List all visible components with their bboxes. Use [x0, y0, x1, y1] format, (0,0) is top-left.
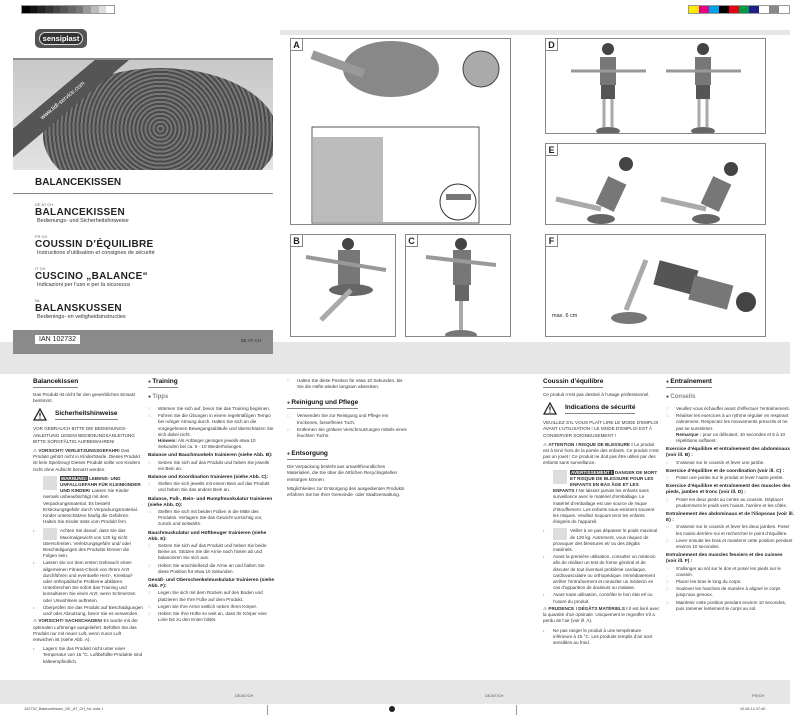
list-item: • Achten Sie darauf, dass Sie das Maximalgewicht von 120 kg nicht überschreiten. Verletzungsgefahr und/ oder Beschädigungen des Produkts können die Folgen sein. [33, 528, 143, 559]
ian-bar [13, 330, 273, 354]
top-band [280, 30, 790, 35]
color-bar [688, 5, 790, 14]
warning-icon: ⚠ [543, 441, 549, 447]
page-label-left: DE/AT/CH [235, 693, 254, 698]
language-block-fr: FR CH COUSSIN D’ÉQUILIBRE Instructions d’utilisation et consignes de sécurité [35, 234, 155, 256]
list-item: □ Réaliser les exercices à un rythme régulier en respirant calmement. Respectez les mouvements prescrits et ne pas se surestimer. Remarque : pour un débutant, 10 secondes et 5 à 10 répétitions suffisent. [666, 413, 794, 444]
list-item: □ Halten Sie diese Position für etwa 10 Sekunden, bis Sie die Hüfte wieder langsam absenken. [287, 378, 409, 390]
service-ribbon: www.lidl-service.com [13, 58, 139, 167]
list-item: □ Wärmen Sie sich auf, bevor Sie das Training beginnen. [148, 406, 276, 412]
brand-logo: sensiplast [35, 29, 87, 48]
list-item: □ Stellen Sie sich mit beiden Füßen in die Mitte des Produkts. Verlagern Sie das Gewicht vorsichtig vor, zurück und seitwärts. [148, 509, 276, 528]
figure-f: F max. 6 cm [545, 234, 766, 337]
ian-country-codes: DE AT CH [240, 338, 261, 343]
product-photo [13, 58, 273, 170]
list-item: □ Legen Sie Ihre Arme seitlich neben Ihren Körper. [148, 604, 276, 610]
list-item: □ Führen Sie die Übungen in einem regelmäßigen Tempo bei ruhiger Atmung durch. Halten Sie sich an die vorgegebenen Bewegungsabläufe und überschätzen Sie sich dabei nicht. Hinweis: Als Anfänger genügen jeweils etwa 10 Sekunden bei ca. 5 - 10 Wiederholungen. [148, 413, 276, 450]
grayscale-bar [21, 5, 115, 14]
weight-icon [43, 528, 57, 540]
fr-training-column: ● Entraînement ● Conseils □ Veuillez vous échauffer avant d’effectuer l’entraînement. □ Réaliser les exercices à un rythme régulier en respirant calmement. Respectez les mouvements prescrits et ne pas se surestimer. Remarque : pour un débutant, 10 secondes et 5 à 10 répétitions suffisent. Exercice d’équilibre et entraînement des abdominaux (voir ill. B) : □ S’asseoir sur le coussin et lever une jambe. Exercice d’équilibre et de coordination (voir ill. C) : □ Poser une jambe sur le produit et lever l’autre jambe. Exercice d’équilibre et entraînement des muscles des pieds, jambes et tronc (voir ill. D) : □ Poser les deux pieds au centre au coussin. Déplacer prudemment le poids vers l’avant, l’arrière et les côtés. Entraînement des abdominaux et de l’iliopsoas (voir ill. E) : □ S’asseoir sur le coussin et lever les deux jambes. Poser les mains derrière soi et rechercher le point d’équilibre. □ Lever ensuite les bras et maintenir cette position pendant environ 10 secondes. Entraînement des muscles fessiers et des cuisses (voir ill. F) : □ S’allonger au sol sur le dos et poser les pieds sur le coussin. □ Placer les bras le long du corps. □ Soulever les hanches de manière à aligner le corps jusqu’aux genoux. □ Maintenir cette position pendant environ 10 secondes, puis ramener lentement le corps au sol. [666, 378, 794, 613]
hip-bridge-illustration [546, 235, 765, 336]
list-item: □ Soulever les hanches de manière à aligner le corps jusqu’aux genoux. [666, 586, 794, 598]
list-item: □ Entfernen Sie gröbere Verschmutzungen mittels eines feuchten Tuchs. [287, 427, 409, 439]
list-item: □ Heben Sie Ihre Hüfte so weit an, dass Ihr Körper eine Linie bis zu den Knien bildet. [148, 611, 276, 623]
list-item: • Ne pas ranger le produit à une température inférieure à 15 °C. Les produits remplis d’air sont sensibles au froid. [543, 628, 660, 647]
child-warning-icon [553, 470, 567, 484]
list-item: • Lassen Sie vor dem ersten Gebrauch einen allgemeinen Fitness-Check von Ihrem Arzt durchführen und eventuelle Herz-, Kreislauf- oder orthopädische Probleme abklären. Unterbrechen Sie sofort das Training und konsultieren Sie einen Arzt, wenn Schmerzen oder Unwohlsein auftreten. [33, 560, 143, 603]
page-label-right: FR/CH [752, 693, 765, 698]
list-item: • Avant toute utilisation, contrôler le bon état et/ ou l’usure du produit. [543, 592, 660, 604]
footer-band [0, 680, 790, 704]
de-safety-column: Balancekissen Das Produkt ist nicht für den gewerblichen Einsatz bestimmt. Sicherheitshinweise VOR GEBRAUCH BITTE DIE BEDIENUNGS-ANLEITUNG LESEN! BEDIENUNGSANLEITUNG BITTE SORGFÄLTIG AUFBEWAHREN! ⚠ VORSICHT! VERLETZUNGSGEFAHR! Das Produkt gehört nicht in Kinderhände. Dieses Produkt ist kein Spielzeug! Dieses Produkt sollte von Kindern nicht ohne Aufsicht benutzt werden. WARNUNG! LEBENS- UND UNFALLGEFAHR FÜR KLEINKINDER UND KINDER! Lassen Sie Kinder niemals unbeaufsichtigt mit dem Verpackungsmaterial. Es besteht Erstickungsgefahr durch Verpackungsmaterial. Kinder unterschätzen häufig die Gefahren. Halten Sie Kinder stets vom Produkt fern. • Achten Sie darauf, dass Sie das Maximalgewicht von 120 kg nicht überschreiten. Verletzungsgefahr und/ oder Beschädigungen des Produkts können die Folgen sein. • Lassen Sie vor dem ersten Gebrauch einen allgemeinen Fitness-Check von Ihrem Arzt durchführen und eventuelle Herz-, Kreislauf- oder orthopädische Probleme abklären. Unterbrechen Sie sofort das Training und konsultieren Sie einen Arzt, wenn Schmerzen oder Unwohlsein auftreten. • Überprüfen Sie das Produkt auf Beschädigungen und/ oder Abnutzung, bevor Sie es verwenden. ⚠ VORSICHT! SACHSCHADEN! Es wurde mit der optimalen Luftmenge ausgeliefert. Befüllen Sie das Produkt nur mit neuer Luft, wenn zuvor Luft entwichen ist (siehe Abb. A). • Lagern Sie das Produkt nicht unter einer Temperatur von 15 °C. Luftbefüllte Produkte sind kälteempfindlich. [33, 378, 143, 666]
trim-line [267, 705, 268, 715]
list-item: □ Verwenden Sie zur Reinigung und Pflege ein trockenes, fusselfreies Tuch. [287, 413, 409, 425]
fr-safety-column: Coussin d’équilibre Ce produit n’est pas destiné à l’usage professionnel. Indications de sécurité VEUILLEZ S’IL VOUS PLAÎT LIRE LE MODE D’EMPLOI AVANT L’UTILISATION ! LE MODE D’EMPLOI EST À CONSERVER SOIGNEUSEMENT ! ⚠ ATTENTION ! RISQUE DE BLESSURE ! Le produit est à tenir hors de la portée des enfants. Ce produit n’est pas un jouet ! Ce produit ne doit pas être utilisé par des enfants sans surveillance. AVERTISSEMENT ! DANGER DE MORT ET RISQUE DE BLESSURE POUR LES ENFANTS EN BAS ÂGE ET LES ENFANTS ! Ne laissez jamais les enfants sans surveillance avec le matériel d’emballage. Le matériel d’emballage est une source de risque d’étouffement. Les enfants sous-estiment souvent les risques. Veuillez toujours tenir les enfants éloignés de l’appareil. • Veiller à ne pas dépasser le poids maximal de 120 kg. Autrement, vous risquez de provoquer des blessures et/ ou des dégâts matériels. • Avant la première utilisation, consulter un médecin afin de réaliser un test de forme général et de discuter de tout éventuel problème cardiaque, cardiovasculaire ou orthopédique. Immédiatement arrêter l’entraînement et consulter un médecin en cas d’apparition de douleurs ou malaise. • Avant toute utilisation, contrôler le bon état et/ ou l’usure du produit. ⚠ PRUDENCE ! DÉGÂTS MATÉRIELS ! Il est livré avec la quantité d’air optimale. Uniquement le regonfler s’il a perdu de l’air (voir ill. A). • Ne pas ranger le produit à une température inférieure à 15 °C. Les produits remplis d’air sont sensibles au froid. [543, 378, 660, 647]
standing-balance-illustration [546, 39, 765, 133]
title-divider [13, 193, 273, 194]
list-item: □ Veuillez vous échauffer avant d’effectuer l’entraînement. [666, 406, 794, 412]
figure-a: A [290, 38, 511, 225]
warning-triangle-icon [33, 408, 47, 421]
list-item: □ S’asseoir sur le coussin et lever une jambe. [666, 460, 794, 466]
list-item: □ Legen Sie sich mit dem Rücken auf den Boden und platzieren Sie Ihre Füße auf dem Produkt. [148, 590, 276, 602]
max-height-note: max. 6 cm [552, 313, 578, 319]
safety-heading: Sicherheitshinweise [33, 408, 143, 421]
registration-mark [389, 706, 395, 712]
list-item: □ Stellen Sie sich jeweils mit einem Bein auf das Produkt und heben Sie das andere Bein an. [148, 481, 276, 493]
figure-b: B [290, 234, 396, 337]
figure-d: D [545, 38, 766, 134]
standing-one-leg-illustration [406, 235, 510, 336]
print-file-name: 102732_Balancekissen_DE_AT_CH_NL.indd 1 [24, 707, 104, 711]
main-title: BALANCEKISSEN [35, 177, 122, 188]
list-item: □ Lever ensuite les bras et maintenir cette position pendant environ 10 secondes. [666, 538, 794, 550]
list-item: □ Setzen Sie sich auf das Produkt und heben Sie jeweils ein Bein an. [148, 460, 276, 472]
language-block-de: DE AT CH BALANCEKISSEN Bedienungs- und Sicherheitshinweise [35, 202, 129, 224]
language-block-it: IT CH CUSCINO „BALANCE“ Indicazioni per l’uso e per la sicurezza [35, 266, 148, 288]
page-label-middle: DE/AT/CH [485, 693, 504, 698]
list-item: □ Placer les bras le long du corps. [666, 579, 794, 585]
language-block-nl: NL BALANSKUSSEN Bedienings- en veiligheidsinstructies [35, 298, 126, 320]
list-item: □ Poser les deux pieds au centre au coussin. Déplacer prudemment le poids vers l’avant, l’arrière et les côtés. [666, 497, 794, 509]
list-item: • Überprüfen Sie das Produkt auf Beschädigungen und/ oder Abnutzung, bevor Sie es verwenden. [33, 605, 143, 617]
list-item: □ Poser une jambe sur le produit et lever l’autre jambe. [666, 475, 794, 481]
de-training-column: ● Training ● Tipps □ Wärmen Sie sich auf, bevor Sie das Training beginnen. □ Führen Sie die Übungen in einem regelmäßigen Tempo bei ruhiger Atmung durch. Halten Sie sich an die vorgegebenen Bewegungsabläufe und überschätzen Sie sich dabei nicht. Hinweis: Als Anfänger genügen jeweils etwa 10 Sekunden bei ca. 5 - 10 Wiederholungen. Balance und Bauchmuskeln trainieren (siehe Abb. B): □ Setzen Sie sich auf das Produkt und heben Sie jeweils ein Bein an. Balance und Koordination trainieren (siehe Abb. C): □ Stellen Sie sich jeweils mit einem Bein auf das Produkt und heben Sie das andere Bein an. Balance, Fuß-, Bein- und Rumpfmuskulatur trainieren (siehe Abb. D): □ Stellen Sie sich mit beiden Füßen in die Mitte des Produkts. Verlagern Sie das Gewicht vorsichtig vor, zurück und seitwärts. Bauchmuskulatur und Hüftbeuger trainieren (siehe Abb. E): □ Setzen Sie sich auf das Produkt und heben Sie beide Beine an. Stützen Sie die Arme nach hinten ab und balancieren Sie sich aus. □ Heben Sie anschließend die Arme an und halten Sie diese Position für etwa 10 Sekunden. Gesäß- und Oberschenkelmuskulatur trainieren (siehe Abb. F): □ Legen Sie sich mit dem Rücken auf den Boden und platzieren Sie Ihre Füße auf dem Produkt. □ Legen Sie Ihre Arme seitlich neben Ihren Körper. □ Heben Sie Ihre Hüfte so weit an, dass Ihr Körper eine Linie bis zu den Knien bildet. [148, 378, 276, 625]
inflation-illustration [291, 39, 510, 224]
warning-icon: ⚠ [33, 448, 39, 454]
trim-line [516, 705, 517, 715]
seated-exercise-illustration [291, 235, 395, 336]
list-item: □ Setzen Sie sich auf das Produkt und heben Sie beide Beine an. Stützen Sie die Arme nach hinten ab und balancieren Sie sich aus. [148, 543, 276, 562]
list-item: □ S’allonger au sol sur le dos et poser les pieds sur le coussin. [666, 566, 794, 578]
list-item: • Veiller à ne pas dépasser le poids maximal de 120 kg. Autrement, vous risquez de provoquer des blessures et/ ou des dégâts matériels. [543, 528, 660, 553]
print-date: 10.06.14 07:40 [740, 707, 766, 711]
list-item: □ Maintenir cette position pendant environ 10 secondes, puis ramener lentement le corps au sol. [666, 600, 794, 612]
weight-icon [553, 528, 567, 540]
warning-triangle-icon [543, 402, 557, 415]
seated-core-illustration [546, 144, 765, 224]
list-item: • Lagern Sie das Produkt nicht unter einer Temperatur von 15 °C. Luftbefüllte Produkte sind kälteempfindlich. [33, 646, 143, 665]
ian-number: IAN 102732 [35, 335, 80, 344]
child-warning-icon [43, 476, 57, 490]
safety-heading: Indications de sécurité [543, 402, 660, 415]
figure-e: E [545, 143, 766, 225]
list-item: □ S’asseoir sur le coussin et lever les deux jambes. Poser les mains derrière soi et rechercher le point d’équilibre. [666, 524, 794, 536]
list-item: • Avant la première utilisation, consulter un médecin afin de réaliser un test de forme général et de discuter de tout éventuel problème cardiaque, cardiovasculaire ou orthopédique. Immédiatement arrêter l’entraînement et consulter un médecin en cas d’apparition de douleurs ou malaise. [543, 554, 660, 591]
list-item: □ Heben Sie anschließend die Arme an und halten Sie diese Position für etwa 10 Sekunden. [148, 563, 276, 575]
warning-icon: ⚠ [33, 618, 39, 624]
de-care-column: □ Halten Sie diese Position für etwa 10 Sekunden, bis Sie die Hüfte wieder langsam absenken. ● Reinigung und Pflege □ Verwenden Sie zur Reinigung und Pflege ein trockenes, fusselfreies Tuch. □ Entfernen Sie gröbere Verschmutzungen mittels eines feuchten Tuchs. ● Entsorgung Die Verpackung besteht aus umweltfreundlichen Materialien, die Sie über die örtlichen Recyclingstellen entsorgen können. Möglichkeiten zur Entsorgung des ausgedienten Produkts erfahren Sie bei Ihrer Gemeinde- oder Stadtverwaltung. [287, 378, 409, 501]
figure-c: C [405, 234, 511, 337]
warning-icon: ⚠ [543, 605, 549, 611]
